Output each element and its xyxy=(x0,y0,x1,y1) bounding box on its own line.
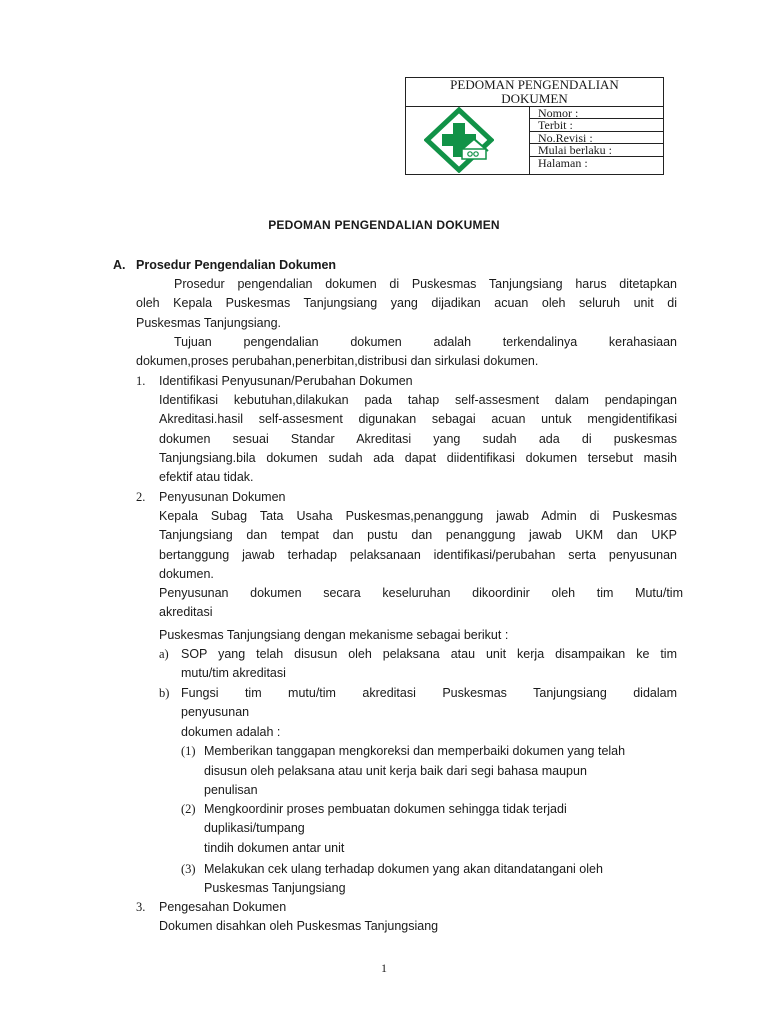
document-header-box xyxy=(405,77,664,175)
paragraph-line: Akreditasi.hasil self-assesment digunakan sebagai acuan untuk mengidentifikasi xyxy=(159,412,677,426)
item-3-number: 3. xyxy=(136,900,146,914)
header-title-line2: DOKUMEN xyxy=(501,91,568,106)
paragraph-line: Penyusunan dokumen secara keseluruhan dikoordinir oleh tim Mutu/tim xyxy=(159,586,683,600)
header-info-rows xyxy=(530,107,663,169)
document-title: PEDOMAN PENGENDALIAN DOKUMEN xyxy=(268,218,500,232)
item-2a-marker: a) xyxy=(159,647,169,661)
section-a-marker: A. xyxy=(113,258,126,272)
paragraph-line: Puskesmas Tanjungsiang dengan mekanisme sebagai berikut : xyxy=(159,628,509,642)
paragraph-line: dokumen,proses perubahan,penerbitan,distribusi dan sirkulasi dokumen. xyxy=(136,354,539,368)
header-row-mulai-berlaku: Mulai berlaku : xyxy=(530,144,663,156)
paragraph-line: Dokumen disahkan oleh Puskesmas Tanjungsiang xyxy=(159,919,439,933)
paragraph-line: Kepala Subag Tata Usaha Puskesmas,penanggung jawab Admin di Puskesmas xyxy=(159,509,677,523)
paragraph-line: Identifikasi kebutuhan,dilakukan pada tahap self-assesment dalam pendapingan xyxy=(159,393,677,407)
puskesmas-logo xyxy=(406,107,530,174)
header-row-nomor: Nomor : xyxy=(530,107,663,119)
header-title-line1: PEDOMAN PENGENDALIAN xyxy=(450,77,619,92)
sub-item-3-marker: (3) xyxy=(181,862,196,876)
paragraph-line: Puskesmas Tanjungsiang. xyxy=(136,316,281,330)
paragraph-line: SOP yang telah disusun oleh pelaksana atau unit kerja disampaikan ke tim xyxy=(181,647,677,661)
paragraph-line: penyusunan xyxy=(181,705,250,719)
paragraph-line: disusun oleh pelaksana atau unit kerja baik dari segi bahasa maupun xyxy=(204,764,587,778)
section-a-heading: Prosedur Pengendalian Dokumen xyxy=(136,258,337,272)
paragraph-line: Tujuan pengendalian dokumen adalah terkendalinya kerahasiaan xyxy=(174,335,677,349)
paragraph-line: Prosedur pengendalian dokumen di Puskesmas Tanjungsiang harus ditetapkan xyxy=(174,277,677,291)
header-title xyxy=(406,78,663,107)
sub-item-2-marker: (2) xyxy=(181,802,196,816)
paragraph-line: tindih dokumen antar unit xyxy=(204,841,345,855)
paragraph-line: akreditasi xyxy=(159,605,213,619)
item-3-title: Pengesahan Dokumen xyxy=(159,900,287,914)
paragraph-line: oleh Kepala Puskesmas Tanjungsiang yang dijadikan acuan oleh seluruh unit di xyxy=(136,296,677,310)
paragraph-line: dokumen adalah : xyxy=(181,725,281,739)
paragraph-line: Mengkoordinir proses pembuatan dokumen sehingga tidak terjadi xyxy=(204,802,567,816)
paragraph-line: Melakukan cek ulang terhadap dokumen yang akan ditandatangani oleh xyxy=(204,862,603,876)
paragraph-line: duplikasi/tumpang xyxy=(204,821,305,835)
paragraph-line: efektif atau tidak. xyxy=(159,470,254,484)
page-number: 1 xyxy=(381,961,387,975)
paragraph-line: Tanjungsiang.bila dokumen sudah ada dapat diidentifikasi dokumen tersebut masih xyxy=(159,451,677,465)
paragraph-line: dokumen sesuai Standar Akreditasi yang sudah ada di puskesmas xyxy=(159,432,677,446)
paragraph-line: mutu/tim akreditasi xyxy=(181,666,286,680)
item-1-title: Identifikasi Penyusunan/Perubahan Dokumen xyxy=(159,374,413,388)
header-row-halaman: Halaman : xyxy=(538,155,588,170)
paragraph-line: dokumen. xyxy=(159,567,214,581)
paragraph-line: bertanggung jawab terhadap pelaksanaan identifikasi/perubahan serta penyusunan xyxy=(159,548,677,562)
paragraph-line: Puskesmas Tanjungsiang xyxy=(204,881,346,895)
item-1-number: 1. xyxy=(136,374,146,388)
sub-item-1-marker: (1) xyxy=(181,744,196,758)
header-row-revisi: No.Revisi : xyxy=(530,132,663,144)
paragraph-line: Fungsi tim mutu/tim akreditasi Puskesmas Tanjungsiang didalam xyxy=(181,686,677,700)
puskesmas-logo-icon xyxy=(424,107,494,173)
item-2b-marker: b) xyxy=(159,686,170,700)
paragraph-line: penulisan xyxy=(204,783,258,797)
header-row-terbit: Terbit : xyxy=(530,119,663,131)
paragraph-line: Memberikan tanggapan mengkoreksi dan memperbaiki dokumen yang telah xyxy=(204,744,626,758)
item-2-number: 2. xyxy=(136,490,146,504)
paragraph-line: Tanjungsiang dan tempat dan pustu dan penanggung jawab UKM dan UKP xyxy=(159,528,677,542)
item-2-title: Penyusunan Dokumen xyxy=(159,490,286,504)
